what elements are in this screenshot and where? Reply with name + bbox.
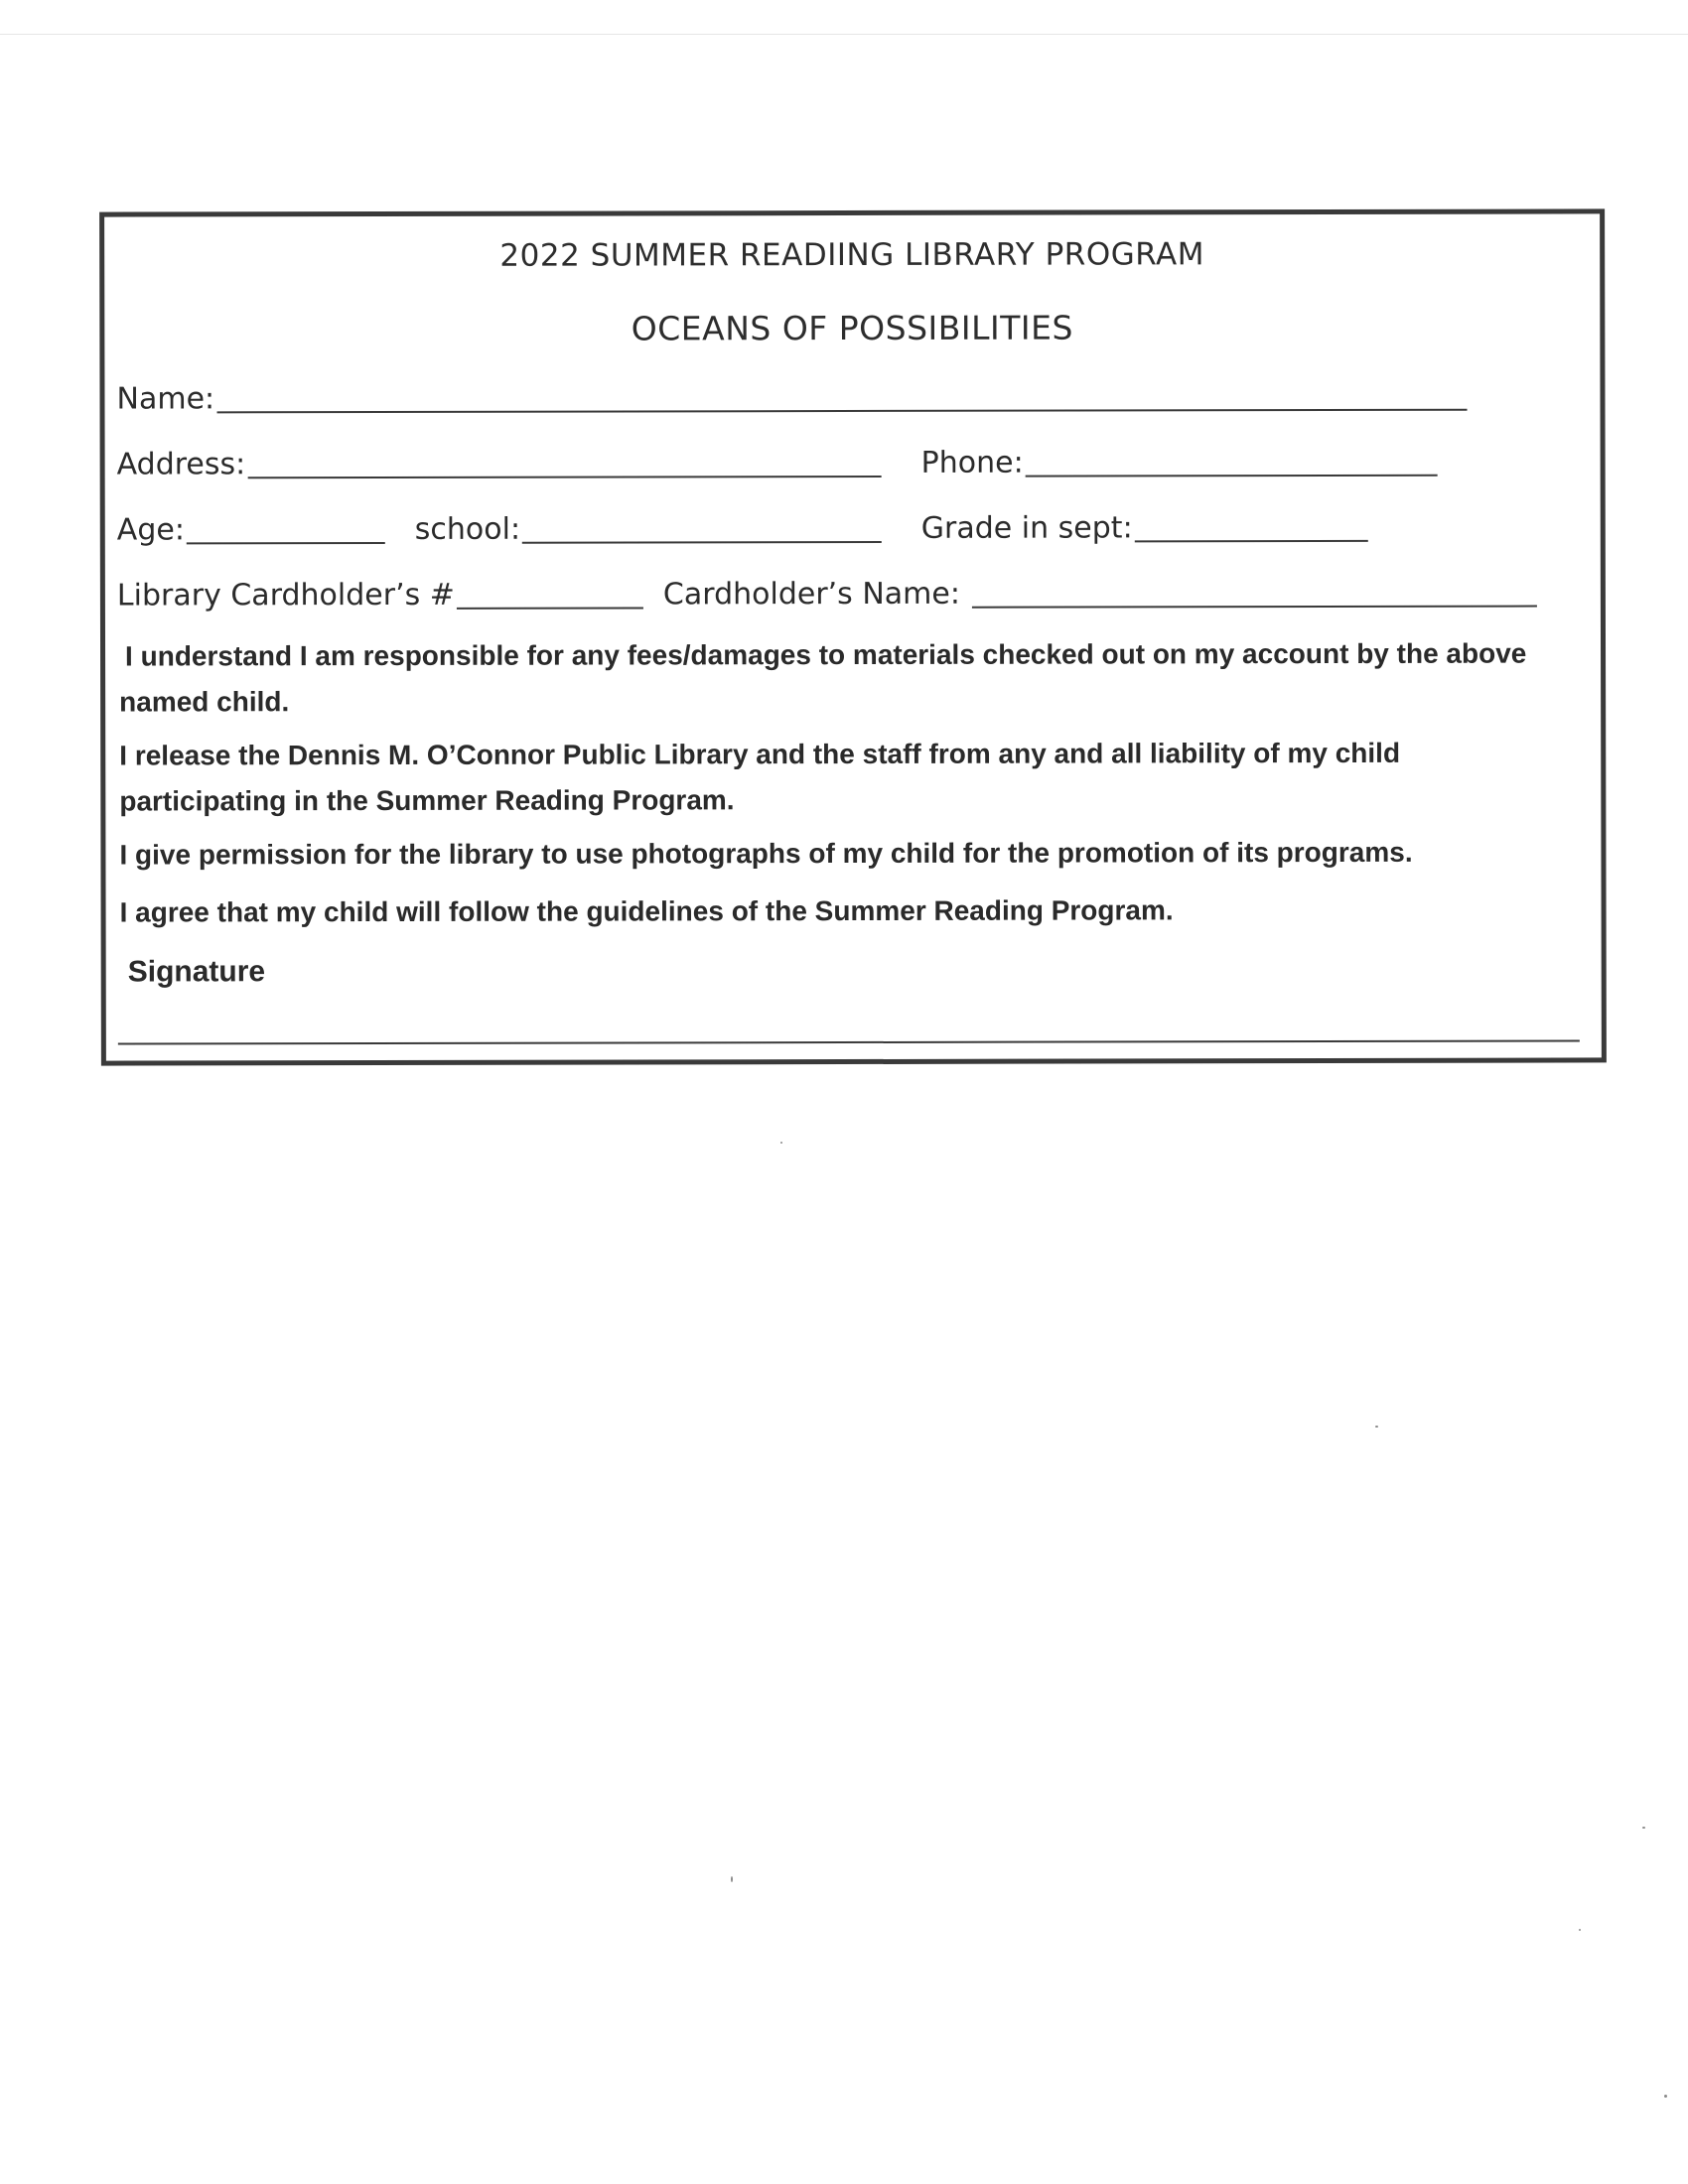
address-field[interactable] [117,440,882,485]
form-subtitle: OCEANS OF POSSIBILITIES [631,308,1073,348]
address-row [117,438,1589,484]
grade-field[interactable] [921,504,1368,549]
scan-speck [1642,1827,1645,1829]
age-row [117,503,1589,550]
cardholder-row [117,569,1589,615]
scan-edge-line [0,34,1688,35]
cardholder-name-blank[interactable] [972,606,1537,609]
name-field[interactable] [116,373,1467,420]
grade-label: Grade in sept: [920,510,1133,546]
scan-speck [780,1142,782,1144]
grade-blank[interactable] [1135,540,1368,542]
school-label: school: [414,511,521,547]
scan-speck [1579,1929,1581,1931]
age-field[interactable] [117,506,385,551]
card-number-blank[interactable] [457,607,643,609]
address-label: Address: [116,447,246,482]
phone-field[interactable] [921,439,1438,483]
age-label: Age: [116,512,185,548]
scan-speck [731,1876,733,1882]
address-blank[interactable] [247,476,881,478]
statement-liability-release: I release the Dennis M. O’Connor Public Library and the staff from any and all liability of my child participating in the Summer Reading Program. [119,737,1401,817]
statement-responsibility: I understand I am responsible for any fees/damages to materials checked out on my account by the above named child. [119,637,1527,718]
school-field[interactable] [415,505,882,550]
statement-photo-permission: I give permission for the library to use photographs of my child for the promotion of its programs. [119,836,1413,871]
phone-label: Phone: [920,445,1024,480]
name-label: Name: [116,381,215,417]
phone-blank[interactable] [1026,475,1438,478]
statement-guidelines: I agree that my child will follow the guidelines of the Summer Reading Program. [119,894,1174,928]
registration-form [99,208,1607,1065]
name-blank[interactable] [216,409,1467,414]
signature-blank[interactable] [118,1039,1580,1044]
school-blank[interactable] [522,541,882,544]
cardholder-name-label: Cardholder’s Name: [662,576,960,613]
scan-speck [1375,1426,1378,1428]
age-blank[interactable] [187,542,385,544]
card-number-field[interactable] [117,571,643,615]
signature-label: Signature [127,955,266,989]
cardholder-name-field[interactable] [663,570,1537,615]
name-row [116,372,1588,419]
form-title: 2022 SUMMER READIING LIBRARY PROGRAM [499,236,1205,274]
scan-speck [1664,2095,1667,2098]
card-number-label: Library Cardholder’s # [116,577,455,614]
